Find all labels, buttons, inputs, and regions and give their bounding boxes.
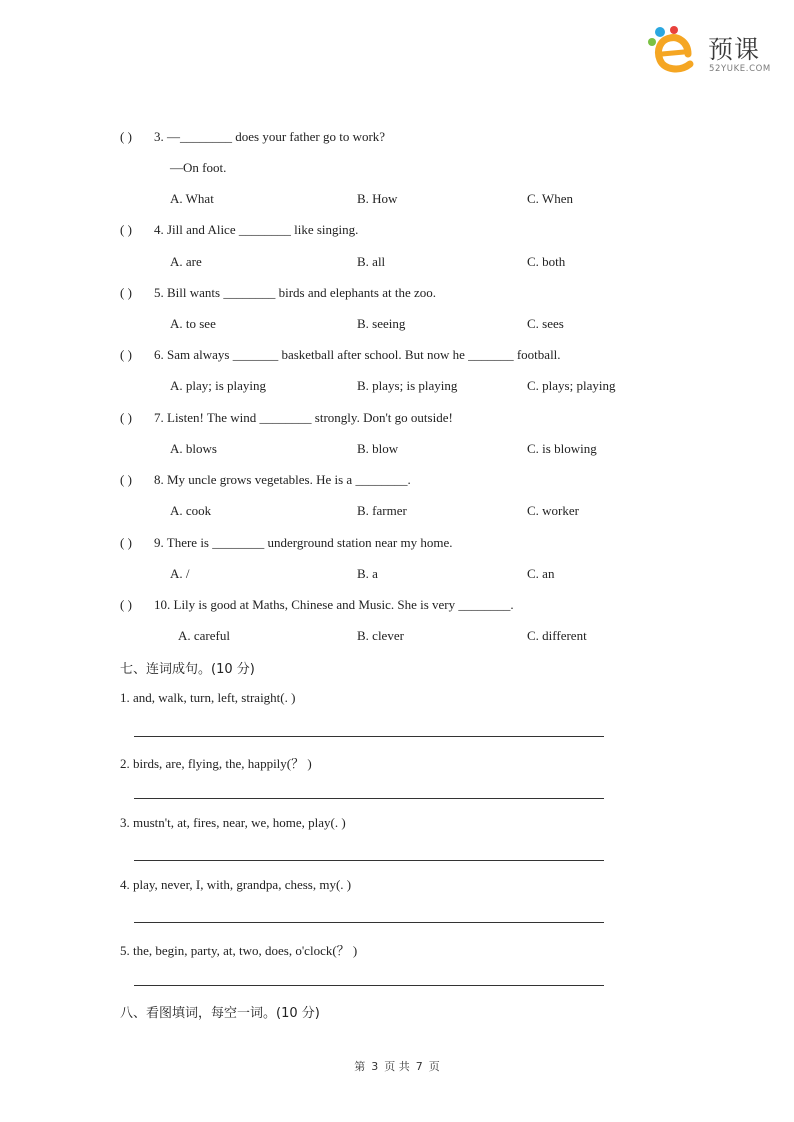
logo-name: 预课 — [708, 35, 761, 64]
question-text: 3. —________ does your father go to work? — [154, 129, 386, 144]
option-a: A. to see — [170, 316, 216, 331]
question-text: 10. Lily is good at Maths, Chinese and Music. She is very ________. — [154, 597, 514, 612]
question-text: 5. Bill wants ________ birds and elephants at the zoo. — [154, 285, 436, 300]
answer-blank[interactable]: ( ) — [120, 285, 132, 300]
question-subtext: —On foot. — [170, 160, 227, 175]
option-a: A. careful — [178, 628, 230, 643]
footer-middle: 页 共 — [384, 1060, 410, 1073]
answer-line[interactable] — [134, 736, 604, 737]
answer-blank[interactable]: ( ) — [120, 410, 132, 425]
sentence-item-4: 4. play, never, I, with, grandpa, chess, my(. ) — [120, 877, 352, 892]
sentence-item-5: 5. the, begin, party, at, two, does, o'clock(？ ) — [120, 943, 358, 958]
option-a: A. / — [170, 566, 190, 581]
section-7-title: 七、连词成句。(10 分) — [120, 662, 255, 677]
answer-blank[interactable]: ( ) — [120, 347, 132, 362]
option-a: A. What — [170, 191, 214, 206]
option-b: B. blow — [357, 441, 399, 456]
logo-dot-blue — [655, 27, 665, 37]
option-c: C. an — [527, 566, 555, 581]
question-text: 8. My uncle grows vegetables. He is a ________. — [154, 472, 411, 487]
question-text: 7. Listen! The wind ________ strongly. Don't go outside! — [154, 410, 453, 425]
total-pages: 7 — [415, 1060, 423, 1073]
option-b: B. clever — [357, 628, 404, 643]
answer-blank[interactable]: ( ) — [120, 472, 132, 487]
option-c: C. is blowing — [527, 441, 597, 456]
logo-url: 52YUKE.COM — [709, 64, 771, 74]
option-a: A. cook — [170, 503, 212, 518]
sentence-item-3: 3. mustn't, at, fires, near, we, home, play(. ) — [120, 815, 346, 830]
sentence-item-1: 1. and, walk, turn, left, straight(. ) — [120, 690, 296, 705]
option-b: B. seeing — [357, 316, 406, 331]
option-b: B. a — [357, 566, 378, 581]
option-b: B. How — [357, 191, 398, 206]
question-text: 6. Sam always _______ basketball after school. But now he _______ football. — [154, 347, 561, 362]
answer-blank[interactable]: ( ) — [120, 129, 132, 144]
answer-line[interactable] — [134, 798, 604, 799]
answer-blank[interactable]: ( ) — [120, 222, 132, 237]
option-a: A. play; is playing — [170, 378, 267, 393]
page-footer — [0, 1058, 794, 1074]
answer-blank[interactable]: ( ) — [120, 597, 132, 612]
option-c: C. When — [527, 191, 573, 206]
section-8-title: 八、看图填词，每空一词。(10 分) — [120, 1006, 320, 1021]
option-b: B. all — [357, 254, 386, 269]
footer-prefix: 第 — [354, 1060, 366, 1073]
option-a: A. are — [170, 254, 202, 269]
answer-line[interactable] — [134, 985, 604, 986]
question-text: 4. Jill and Alice ________ like singing. — [154, 222, 359, 237]
option-c: C. plays; playing — [527, 378, 616, 393]
answer-line[interactable] — [134, 922, 604, 923]
page-number: 3 — [371, 1060, 379, 1073]
option-c: C. both — [527, 254, 566, 269]
option-c: C. worker — [527, 503, 579, 518]
option-c: C. different — [527, 628, 587, 643]
option-b: B. plays; is playing — [357, 378, 458, 393]
option-b: B. farmer — [357, 503, 407, 518]
sentence-item-2: 2. birds, are, flying, the, happily(？ ) — [120, 756, 312, 771]
answer-blank[interactable]: ( ) — [120, 535, 132, 550]
logo-dot-green — [648, 38, 656, 46]
answer-line[interactable] — [134, 860, 604, 861]
footer-suffix: 页 — [428, 1060, 440, 1073]
option-c: C. sees — [527, 316, 564, 331]
question-text: 9. There is ________ underground station near my home. — [154, 535, 453, 550]
option-a: A. blows — [170, 441, 217, 456]
logo-dot-red — [670, 26, 678, 34]
